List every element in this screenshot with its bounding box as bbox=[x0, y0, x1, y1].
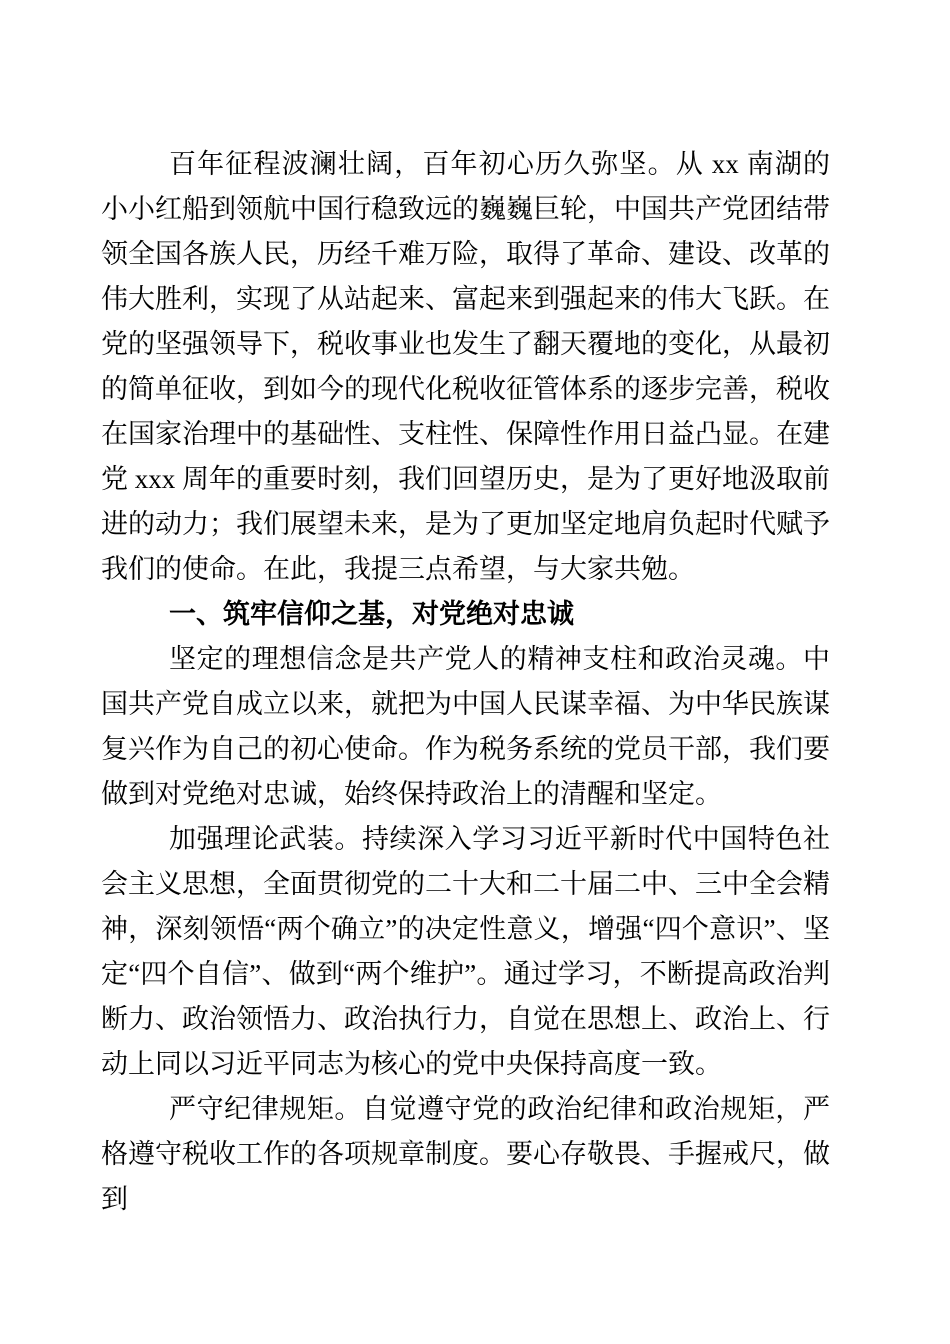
section-heading: 一、筑牢信仰之基，对党绝对忠诚 bbox=[169, 599, 574, 629]
paragraph: 严守纪律规矩。自觉遵守党的政治纪律和政治规矩，严格遵守税收工作的各项规章制度。要心存敬畏、手握戒尺，做到 bbox=[101, 1094, 830, 1214]
paragraph: 坚定的理想信念是共产党人的精神支柱和政治灵魂。中国共产党自成立以来，就把为中国人民谋幸福、为中华民族谋复兴作为自己的初心使命。作为税务系统的党员干部，我们要做到对党绝对忠诚，始终保持政治上的清醒和坚定。 bbox=[101, 644, 830, 809]
document-text-block bbox=[101, 142, 830, 1222]
paragraph: 百年征程波澜壮阔，百年初心历久弥坚。从 xx 南湖的小小红船到领航中国行稳致远的巍巍巨轮，中国共产党团结带领全国各族人民，历经千难万险，取得了革命、建设、改革的伟大胜利，实现了从站起来、富起来到强起来的伟大飞跃。在党的坚强领导下，税收事业也发生了翻天覆地的变化，从最初的简单征收，到如今的现代化税收征管体系的逐步完善，税收在国家治理中的基础性、支柱性、保障性作用日益凸显。在建党 xxx 周年的重要时刻，我们回望历史，是为了更好地汲取前进的动力；我们展望未来，是为了更加坚定地肩负起时代赋予我们的使命。在此，我提三点希望，与大家共勉。 bbox=[101, 149, 830, 584]
paragraph: 加强理论武装。持续深入学习习近平新时代中国特色社会主义思想，全面贯彻党的二十大和二十届二中、三中全会精神，深刻领悟“两个确立”的决定性意义，增强“四个意识”、坚定“四个自信”、做到“两个维护”。通过学习，不断提高政治判断力、政治领悟力、政治执行力，自觉在思想上、政治上、行动上同以习近平同志为核心的党中央保持高度一致。 bbox=[101, 824, 830, 1079]
